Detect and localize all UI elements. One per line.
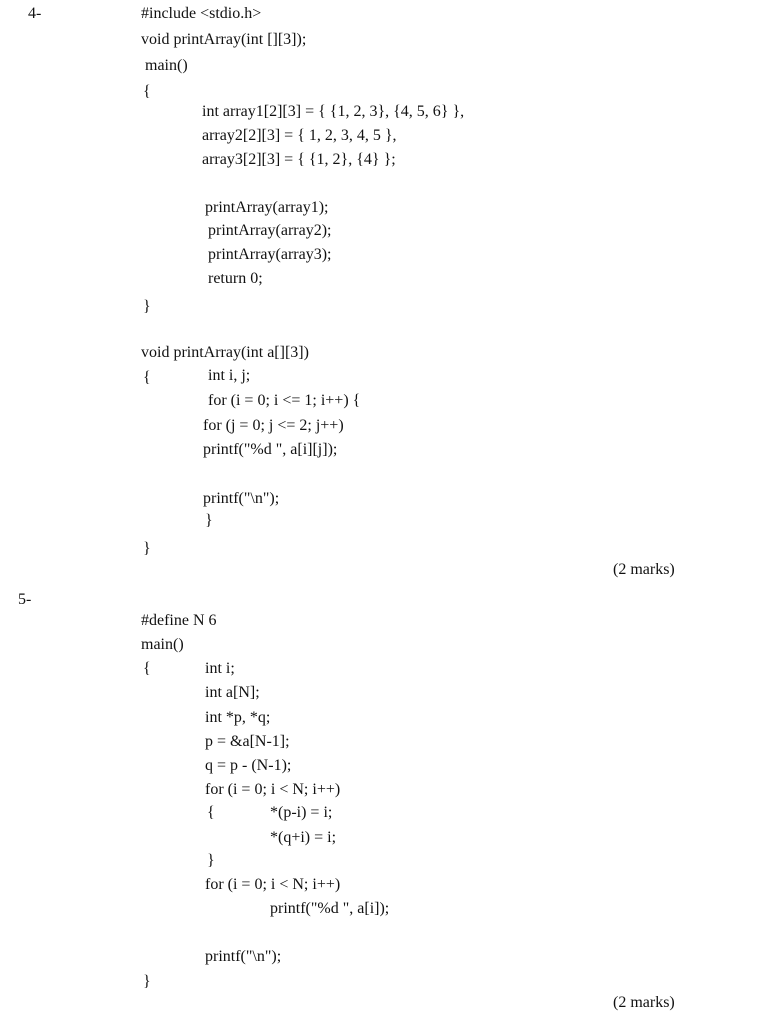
marks-label: (2 marks)	[613, 994, 675, 1011]
code-line: int *p, *q;	[205, 709, 271, 726]
code-line: printArray(array3);	[208, 246, 332, 263]
code-line: *(p-i) = i;	[270, 804, 333, 821]
code-line: int i;	[205, 660, 235, 677]
question-number: 4-	[28, 5, 42, 22]
code-line: void printArray(int a[][3])	[141, 344, 309, 361]
code-line: *(q+i) = i;	[270, 829, 337, 846]
code-line: #define N 6	[141, 612, 217, 629]
code-line: array2[2][3] = { 1, 2, 3, 4, 5 },	[202, 127, 397, 144]
code-line: printArray(array1);	[205, 199, 329, 216]
question-number: 5-	[18, 591, 32, 608]
code-line: printf("%d ", a[i][j]);	[203, 441, 338, 458]
code-line: main()	[141, 57, 188, 74]
marks-label: (2 marks)	[613, 561, 675, 578]
code-line: printArray(array2);	[208, 222, 332, 239]
code-line: }	[207, 852, 215, 869]
code-line: for (i = 0; i < N; i++)	[205, 876, 341, 893]
code-line: int a[N];	[205, 684, 260, 701]
code-line: main()	[141, 636, 184, 653]
code-line: void printArray(int [][3]);	[141, 31, 307, 48]
code-line: #include <stdio.h>	[141, 5, 262, 22]
code-line: for (i = 0; i <= 1; i++) {	[208, 392, 361, 409]
code-line: array3[2][3] = { {1, 2}, {4} };	[202, 151, 396, 168]
code-line: }	[143, 540, 151, 557]
code-line: {	[143, 83, 151, 100]
code-line: }	[205, 512, 213, 529]
code-line: printf("\n");	[205, 948, 282, 965]
code-line: for (i = 0; i < N; i++)	[205, 781, 341, 798]
code-line: p = &a[N-1];	[205, 733, 290, 750]
code-line: int i, j;	[208, 367, 251, 384]
code-line: return 0;	[208, 270, 263, 287]
code-line: printf("%d ", a[i]);	[270, 900, 390, 917]
code-line: {	[143, 660, 151, 677]
code-line: }	[143, 973, 151, 990]
code-line: q = p - (N-1);	[205, 757, 292, 774]
code-line: printf("\n");	[203, 490, 280, 507]
code-line: for (j = 0; j <= 2; j++)	[203, 417, 344, 434]
code-line: }	[143, 298, 151, 315]
code-line: {	[207, 804, 215, 821]
code-line: int array1[2][3] = { {1, 2, 3}, {4, 5, 6} },	[202, 103, 465, 120]
code-line: {	[143, 369, 151, 386]
